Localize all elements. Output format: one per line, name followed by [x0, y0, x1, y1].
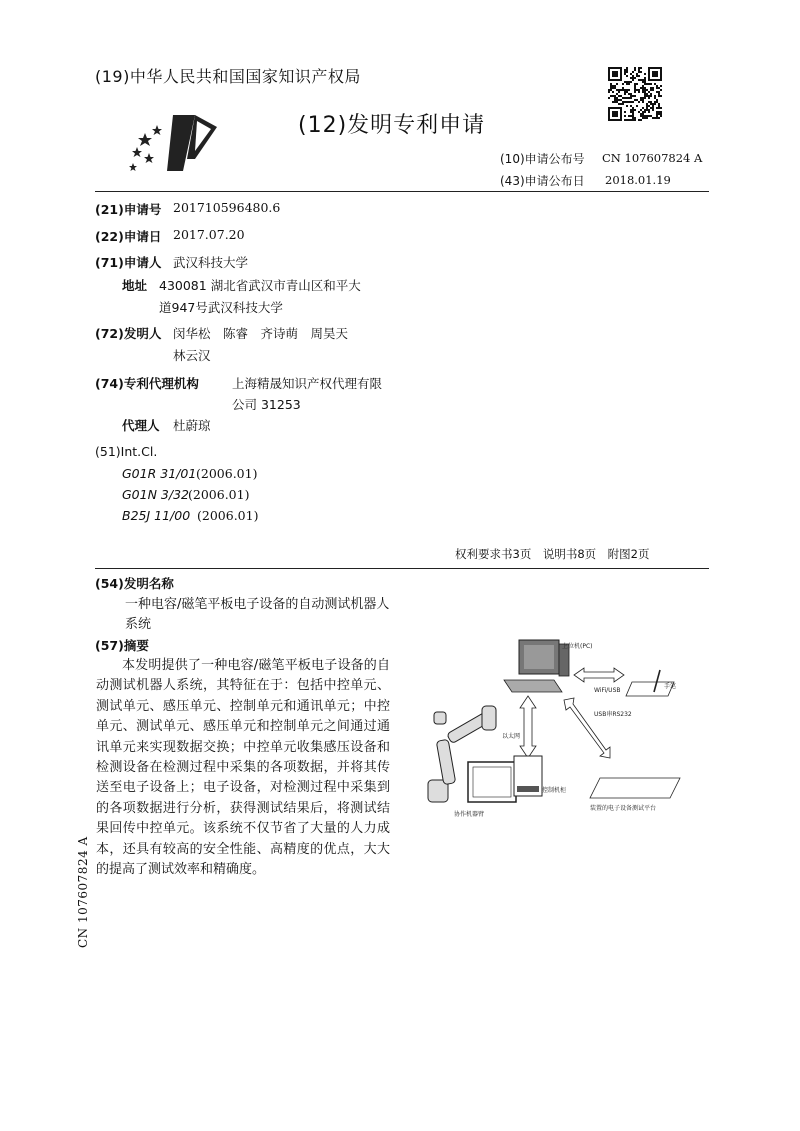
- document-type: (12)发明专利申请: [298, 113, 486, 138]
- controller-label: 控制机柜: [542, 787, 567, 794]
- publication-date-label: (43)申请公布日: [500, 174, 585, 188]
- address-line-2: 道947号武汉科技大学: [159, 300, 283, 315]
- ipc-code-3: B25J 11/00: [122, 508, 191, 523]
- sidebar-publication-number: CN 107607824 A: [76, 836, 90, 948]
- pc-label: 上位机(PC): [562, 643, 593, 650]
- intcl-label: (51)Int.Cl.: [95, 444, 158, 459]
- application-date: 2017.07.20: [173, 227, 245, 242]
- usb-arrow: [564, 698, 610, 758]
- monitor-icon: [468, 762, 516, 802]
- wifi-label: WiFi/USB: [594, 687, 621, 694]
- abstract-figure: [424, 630, 724, 830]
- agency-line-1: 上海精晟知识产权代理有限: [232, 376, 383, 391]
- agent: 杜蔚琼: [173, 418, 211, 433]
- applicant-label: (71)申请人: [95, 255, 162, 270]
- wifi-arrow: [574, 668, 624, 682]
- address-line-1: 430081 湖北省武汉市青山区和平大: [159, 278, 361, 293]
- header-divider: [95, 191, 709, 192]
- cnipa-logo: [125, 107, 235, 177]
- address-label: 地址: [122, 278, 148, 293]
- inventor-label: (72)发明人: [95, 326, 162, 341]
- agency-line-2: 公司 31253: [232, 397, 301, 412]
- usb-label: USB串RS232: [594, 711, 632, 718]
- tablet-platform-icon: [590, 778, 680, 798]
- invention-title: 一种电容/磁笔平板电子设备的自动测试机器人系统: [125, 597, 390, 632]
- agency-label: (74)专利代理机构: [95, 376, 199, 391]
- invention-title-label: (54)发明名称: [95, 576, 174, 591]
- issuing-office: (19)中华人民共和国国家知识产权局: [95, 67, 361, 86]
- controller-cabinet-icon: [514, 756, 542, 796]
- ethernet-arrow: [520, 696, 536, 758]
- ipc-year-3: (2006.01): [197, 508, 259, 523]
- publication-date: 2018.01.19: [605, 173, 671, 187]
- applicant: 武汉科技大学: [173, 255, 249, 270]
- publication-number: CN 107607824 A: [602, 151, 703, 165]
- application-date-label: (22)申请日: [95, 229, 162, 244]
- pc-icon: [504, 640, 569, 692]
- ipc-code-1: G01R 31/01: [122, 466, 197, 481]
- abstract-label: (57)摘要: [95, 638, 149, 653]
- ipc-year-2: (2006.01): [188, 487, 250, 502]
- publication-number-label: (10)申请公布号: [500, 152, 585, 166]
- ipc-year-1: (2006.01): [196, 466, 258, 481]
- ethernet-label: 以太网: [502, 733, 521, 740]
- application-number: 201710596480.6: [173, 200, 281, 215]
- inventor-line-2: 林云汉: [173, 348, 211, 363]
- agent-label: 代理人: [122, 418, 160, 433]
- inventor-line-1: 闵华松 陈睿 齐诗萌 周昊天: [173, 326, 349, 341]
- application-number-label: (21)申请号: [95, 202, 162, 217]
- tablet-label: 装置的电子设备测试平台: [590, 805, 657, 812]
- robot-label: 协作机器臂: [454, 811, 485, 818]
- qr-code[interactable]: [608, 67, 662, 121]
- ipc-code-2: G01N 3/32: [122, 487, 189, 502]
- pen-label: 手笔: [664, 683, 677, 690]
- biblio-divider: [95, 568, 709, 569]
- page-counts: 权利要求书3页 说明书8页 附图2页: [455, 547, 650, 561]
- abstract-text: 本发明提供了一种电容/磁笔平板电子设备的自动测试机器人系统，其特征在于：包括中控单元、测试单元、感压单元、控制单元和通讯单元；中控单元、测试单元、感压单元和控制单元之间通过通讯单元来实现数据交换；中控单元收集感压设备和检测设备在检测过程中采集的各项数据，并将其传送至电子设备上；电子设备，对检测过程中采集到的各项数据进行分析，获得测试结果后，将测试结果回传中控单元。该系统不仅节省了大量的人力成本，还具有较高的安全性能、高精度的优点，大大的提高了测试效率和精确度。: [96, 658, 390, 878]
